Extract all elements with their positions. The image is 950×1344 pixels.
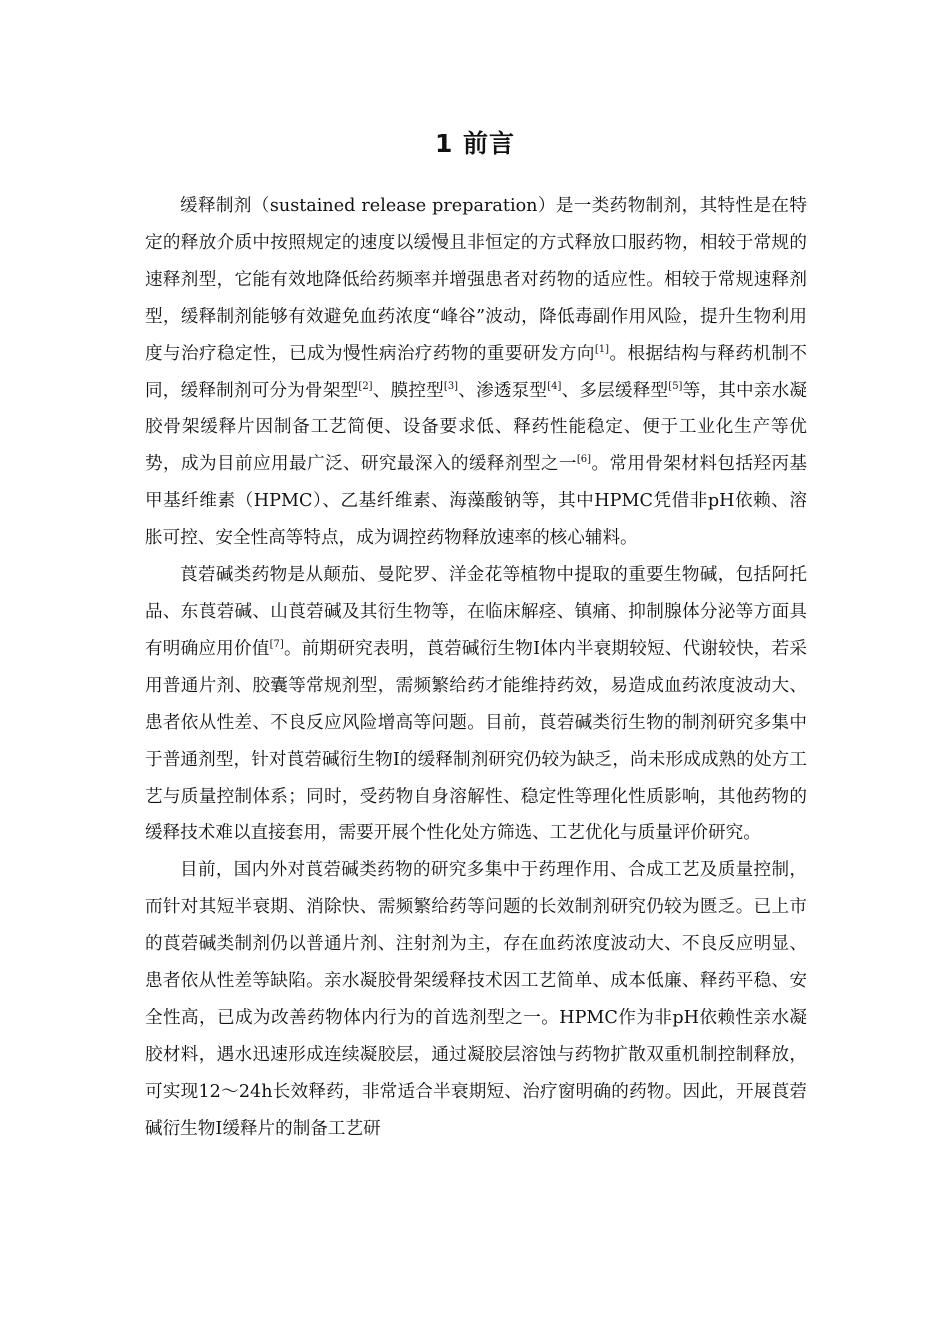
citation-ref: [7] bbox=[269, 639, 284, 651]
text-run: 。根据结构与释药机制不同，缓释制剂可分为骨架型 bbox=[145, 343, 807, 401]
text-run: 、渗透泵型 bbox=[458, 380, 548, 401]
citation-ref: [6] bbox=[576, 454, 592, 466]
body-text bbox=[145, 188, 807, 1148]
text-run: 缓释制剂（sustained release preparation）是一类药物制剂，其特性是在特定的释放介质中按照规定的速度以缓慢且非恒定的方式释放口服药物，相较于常规的速释剂型，它能有效地降低给药频率并增强患者对药物的适应性。相较于常规速释剂型，缓释制剂能够有效避免血药浓度“峰谷”波动，降低毒副作用风险，提升生物利用度与治疗稳定性，已成为慢性病治疗药物的重要研发方向 bbox=[145, 196, 807, 364]
text-run: 莨菪碱类药物是从颠茄、曼陀罗、洋金花等植物中提取的重要生物碱，包括阿托品、东莨菪碱、山莨菪碱及其衍生物等，在临床解痉、镇痛、抑制腺体分泌等方面具有明确应用价值 bbox=[145, 565, 807, 659]
text-run: 。前期研究表明，莨菪碱衍生物Ⅰ体内半衰期较短、代谢较快，若采用普通片剂、胶囊等常规剂型，需频繁给药才能维持药效，易造成血药浓度波动大、患者依从性差、不良反应风险增高等问题。目前，莨菪碱类衍生物的制剂研究多集中于普通剂型，针对莨菪碱衍生物Ⅰ的缓释制剂研究仍较为缺乏，尚未形成成熟的处方工艺与质量控制体系；同时，受药物自身溶解性、稳定性等理化性质影响，其他药物的缓释技术难以直接套用，需要开展个性化处方筛选、工艺优化与质量评价研究。 bbox=[145, 638, 807, 844]
citation-ref: [1] bbox=[594, 343, 610, 355]
text-run: 、多层缓释型 bbox=[561, 380, 669, 401]
text-run: 。常用骨架材料包括羟丙基甲基纤维素（HPMC）、乙基纤维素、海藻酸钠等，其中HPMC凭借非pH依赖、溶胀可控、安全性高等特点，成为调控药物释放速率的核心辅料。 bbox=[145, 454, 807, 549]
section-title: 1 前言 bbox=[434, 129, 516, 158]
text-run: 、膜控型 bbox=[372, 380, 444, 401]
citation-ref: [4] bbox=[547, 380, 562, 392]
citation-ref: [2] bbox=[358, 380, 373, 392]
paragraph-1 bbox=[145, 188, 807, 557]
citation-ref: [3] bbox=[443, 380, 459, 392]
paragraph-3 bbox=[145, 852, 807, 1147]
text-run: 目前，国内外对莨菪碱类药物的研究多集中于药理作用、合成工艺及质量控制，而针对其短半衰期、消除快、需频繁给药等问题的长效制剂研究仍较为匮乏。已上市的莨菪碱类制剂仍以普通片剂、注射剂为主，存在血药浓度波动大、不良反应明显、患者依从性差等缺陷。亲水凝胶骨架缓释技术因工艺简单、成本低廉、释药平稳、安全性高，已成为改善药物体内行为的首选剂型之一。HPMC作为非pH依赖性亲水凝胶材料，遇水迅速形成连续凝胶层，通过凝胶层溶蚀与药物扩散双重机制控制释放，可实现12～24h长效释药，非常适合半衰期短、治疗窗明确的药物。因此，开展莨菪碱衍生物Ⅰ缓释片的制备工艺研 bbox=[145, 860, 807, 1139]
text-run: 等，其中亲水凝胶骨架缓释片因制备工艺简便、设备要求低、释药性能稳定、便于工业化生产等优势，成为目前应用最广泛、研究最深入的缓释剂型之一 bbox=[145, 380, 807, 475]
paragraph-2 bbox=[145, 557, 807, 852]
citation-ref: [5] bbox=[668, 380, 683, 392]
